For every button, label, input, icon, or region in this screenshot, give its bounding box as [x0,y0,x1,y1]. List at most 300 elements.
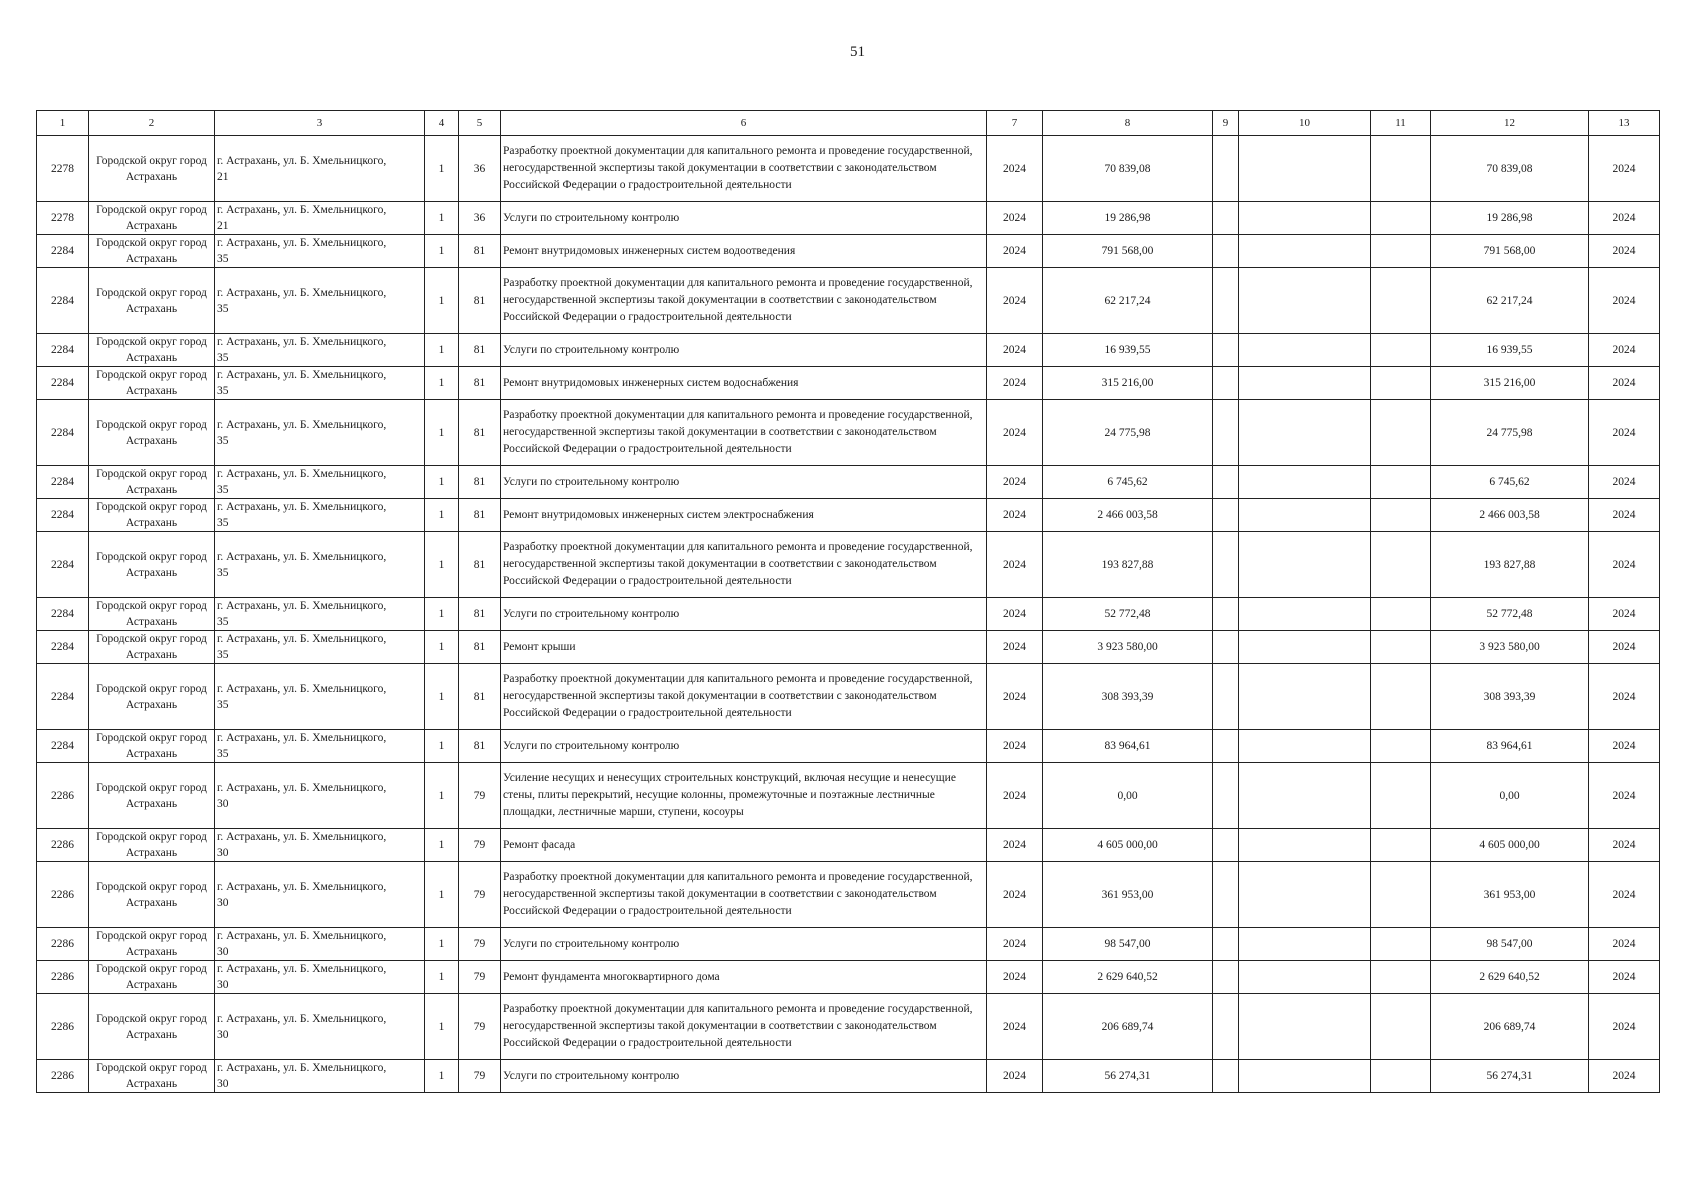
address-cell: г. Астрахань, ул. Б. Хмельницкого, 35 [215,499,425,532]
column-4-cell: 1 [425,367,459,400]
year-cell: 2024 [987,862,1043,928]
address-cell: г. Астрахань, ул. Б. Хмельницкого, 30 [215,1060,425,1093]
work-type-cell: Ремонт внутридомовых инженерных систем водоотведения [501,235,987,268]
column-11-cell [1371,994,1431,1060]
municipality-cell: Городской округ город Астрахань [89,994,215,1060]
work-type-cell: Услуги по строительному контролю [501,1060,987,1093]
table-row [37,400,1660,466]
address-cell: г. Астрахань, ул. Б. Хмельницкого, 30 [215,928,425,961]
column-11-cell [1371,598,1431,631]
completion-year-cell: 2024 [1589,268,1660,334]
address-cell: г. Астрахань, ул. Б. Хмельницкого, 35 [215,598,425,631]
column-10-cell [1239,400,1371,466]
column-header: 11 [1371,111,1431,136]
column-10-cell [1239,928,1371,961]
table-row [37,367,1660,400]
column-header: 12 [1431,111,1589,136]
year-cell: 2024 [987,466,1043,499]
column-4-cell: 1 [425,862,459,928]
table-row [37,598,1660,631]
column-header: 9 [1213,111,1239,136]
municipality-cell: Городской округ город Астрахань [89,928,215,961]
cost-cell: 62 217,24 [1043,268,1213,334]
table-row [37,499,1660,532]
column-10-cell [1239,268,1371,334]
total-cost-cell: 791 568,00 [1431,235,1589,268]
column-4-cell: 1 [425,961,459,994]
work-type-cell: Услуги по строительному контролю [501,202,987,235]
column-5-cell: 79 [459,1060,501,1093]
column-header: 4 [425,111,459,136]
row-number-cell: 2278 [37,202,89,235]
column-5-cell: 81 [459,598,501,631]
row-number-cell: 2286 [37,994,89,1060]
completion-year-cell: 2024 [1589,400,1660,466]
row-number-cell: 2284 [37,664,89,730]
cost-cell: 70 839,08 [1043,136,1213,202]
column-4-cell: 1 [425,499,459,532]
row-number-cell: 2286 [37,829,89,862]
work-type-cell: Ремонт внутридомовых инженерных систем электроснабжения [501,499,987,532]
work-type-cell: Ремонт внутридомовых инженерных систем водоснабжения [501,367,987,400]
work-type-cell: Разработку проектной документации для капитального ремонта и проведение государственной, негосударственной экспертизы такой документации в соответствии с законодательством Российской Федерации о градостроительной деятельности [501,268,987,334]
column-5-cell: 36 [459,136,501,202]
municipality-cell: Городской округ город Астрахань [89,334,215,367]
address-cell: г. Астрахань, ул. Б. Хмельницкого, 35 [215,367,425,400]
work-type-cell: Ремонт фундамента многоквартирного дома [501,961,987,994]
column-9-cell [1213,664,1239,730]
column-11-cell [1371,664,1431,730]
column-11-cell [1371,730,1431,763]
year-cell: 2024 [987,136,1043,202]
row-number-cell: 2286 [37,862,89,928]
cost-cell: 206 689,74 [1043,994,1213,1060]
column-11-cell [1371,268,1431,334]
total-cost-cell: 52 772,48 [1431,598,1589,631]
completion-year-cell: 2024 [1589,202,1660,235]
table-row [37,268,1660,334]
completion-year-cell: 2024 [1589,466,1660,499]
address-cell: г. Астрахань, ул. Б. Хмельницкого, 30 [215,961,425,994]
year-cell: 2024 [987,994,1043,1060]
column-header: 7 [987,111,1043,136]
table-row [37,235,1660,268]
column-4-cell: 1 [425,763,459,829]
cost-cell: 19 286,98 [1043,202,1213,235]
column-4-cell: 1 [425,235,459,268]
row-number-cell: 2284 [37,598,89,631]
column-9-cell [1213,598,1239,631]
cost-cell: 83 964,61 [1043,730,1213,763]
completion-year-cell: 2024 [1589,730,1660,763]
work-type-cell: Разработку проектной документации для капитального ремонта и проведение государственной, негосударственной экспертизы такой документации в соответствии с законодательством Российской Федерации о градостроительной деятельности [501,862,987,928]
municipality-cell: Городской округ город Астрахань [89,730,215,763]
completion-year-cell: 2024 [1589,235,1660,268]
row-number-cell: 2284 [37,367,89,400]
completion-year-cell: 2024 [1589,961,1660,994]
column-header: 6 [501,111,987,136]
column-11-cell [1371,499,1431,532]
column-10-cell [1239,631,1371,664]
address-cell: г. Астрахань, ул. Б. Хмельницкого, 35 [215,730,425,763]
completion-year-cell: 2024 [1589,334,1660,367]
year-cell: 2024 [987,928,1043,961]
column-9-cell [1213,829,1239,862]
column-5-cell: 81 [459,631,501,664]
year-cell: 2024 [987,1060,1043,1093]
address-cell: г. Астрахань, ул. Б. Хмельницкого, 21 [215,202,425,235]
total-cost-cell: 361 953,00 [1431,862,1589,928]
address-cell: г. Астрахань, ул. Б. Хмельницкого, 30 [215,763,425,829]
year-cell: 2024 [987,235,1043,268]
column-11-cell [1371,631,1431,664]
address-cell: г. Астрахань, ул. Б. Хмельницкого, 35 [215,664,425,730]
completion-year-cell: 2024 [1589,367,1660,400]
total-cost-cell: 193 827,88 [1431,532,1589,598]
total-cost-cell: 315 216,00 [1431,367,1589,400]
year-cell: 2024 [987,631,1043,664]
column-9-cell [1213,499,1239,532]
table-row [37,631,1660,664]
year-cell: 2024 [987,664,1043,730]
table-row [37,334,1660,367]
year-cell: 2024 [987,730,1043,763]
column-9-cell [1213,400,1239,466]
total-cost-cell: 16 939,55 [1431,334,1589,367]
table-row [37,136,1660,202]
municipality-cell: Городской округ город Астрахань [89,499,215,532]
column-9-cell [1213,235,1239,268]
column-5-cell: 79 [459,994,501,1060]
row-number-cell: 2284 [37,730,89,763]
column-4-cell: 1 [425,598,459,631]
column-4-cell: 1 [425,994,459,1060]
column-5-cell: 81 [459,532,501,598]
cost-cell: 24 775,98 [1043,400,1213,466]
column-4-cell: 1 [425,631,459,664]
municipality-cell: Городской округ город Астрахань [89,829,215,862]
row-number-cell: 2284 [37,400,89,466]
cost-cell: 0,00 [1043,763,1213,829]
column-header: 3 [215,111,425,136]
total-cost-cell: 4 605 000,00 [1431,829,1589,862]
row-number-cell: 2286 [37,1060,89,1093]
municipality-cell: Городской округ город Астрахань [89,532,215,598]
column-10-cell [1239,862,1371,928]
column-5-cell: 79 [459,961,501,994]
completion-year-cell: 2024 [1589,664,1660,730]
table-row [37,466,1660,499]
row-number-cell: 2284 [37,268,89,334]
cost-cell: 791 568,00 [1043,235,1213,268]
column-header: 5 [459,111,501,136]
column-4-cell: 1 [425,334,459,367]
year-cell: 2024 [987,961,1043,994]
address-cell: г. Астрахань, ул. Б. Хмельницкого, 35 [215,631,425,664]
page-number: 51 [850,44,865,60]
work-type-cell: Услуги по строительному контролю [501,334,987,367]
column-5-cell: 81 [459,334,501,367]
table-row [37,730,1660,763]
column-header: 2 [89,111,215,136]
table-row [37,961,1660,994]
address-cell: г. Астрахань, ул. Б. Хмельницкого, 30 [215,829,425,862]
column-4-cell: 1 [425,829,459,862]
column-11-cell [1371,202,1431,235]
column-10-cell [1239,829,1371,862]
cost-cell: 361 953,00 [1043,862,1213,928]
column-9-cell [1213,763,1239,829]
total-cost-cell: 2 629 640,52 [1431,961,1589,994]
work-type-cell: Услуги по строительному контролю [501,928,987,961]
municipality-cell: Городской округ город Астрахань [89,400,215,466]
completion-year-cell: 2024 [1589,994,1660,1060]
column-5-cell: 79 [459,862,501,928]
year-cell: 2024 [987,532,1043,598]
column-10-cell [1239,730,1371,763]
municipality-cell: Городской округ город Астрахань [89,862,215,928]
column-11-cell [1371,928,1431,961]
work-type-cell: Разработку проектной документации для капитального ремонта и проведение государственной, негосударственной экспертизы такой документации в соответствии с законодательством Российской Федерации о градостроительной деятельности [501,400,987,466]
municipality-cell: Городской округ город Астрахань [89,631,215,664]
column-5-cell: 81 [459,400,501,466]
column-9-cell [1213,961,1239,994]
column-9-cell [1213,268,1239,334]
column-4-cell: 1 [425,928,459,961]
column-10-cell [1239,664,1371,730]
column-11-cell [1371,763,1431,829]
address-cell: г. Астрахань, ул. Б. Хмельницкого, 21 [215,136,425,202]
work-type-cell: Услуги по строительному контролю [501,598,987,631]
completion-year-cell: 2024 [1589,136,1660,202]
column-10-cell [1239,763,1371,829]
works-register-table [36,110,1660,1093]
cost-cell: 56 274,31 [1043,1060,1213,1093]
total-cost-cell: 206 689,74 [1431,994,1589,1060]
column-11-cell [1371,235,1431,268]
column-9-cell [1213,466,1239,499]
column-header: 10 [1239,111,1371,136]
table-row [37,829,1660,862]
column-4-cell: 1 [425,664,459,730]
municipality-cell: Городской округ город Астрахань [89,202,215,235]
cost-cell: 16 939,55 [1043,334,1213,367]
column-11-cell [1371,961,1431,994]
completion-year-cell: 2024 [1589,829,1660,862]
table-row [37,928,1660,961]
total-cost-cell: 98 547,00 [1431,928,1589,961]
column-4-cell: 1 [425,202,459,235]
cost-cell: 315 216,00 [1043,367,1213,400]
total-cost-cell: 3 923 580,00 [1431,631,1589,664]
column-5-cell: 36 [459,202,501,235]
column-10-cell [1239,466,1371,499]
column-4-cell: 1 [425,268,459,334]
row-number-cell: 2284 [37,631,89,664]
column-4-cell: 1 [425,1060,459,1093]
column-11-cell [1371,334,1431,367]
column-header: 13 [1589,111,1660,136]
cost-cell: 4 605 000,00 [1043,829,1213,862]
work-type-cell: Ремонт фасада [501,829,987,862]
year-cell: 2024 [987,598,1043,631]
total-cost-cell: 2 466 003,58 [1431,499,1589,532]
row-number-cell: 2278 [37,136,89,202]
column-11-cell [1371,829,1431,862]
work-type-cell: Усиление несущих и ненесущих строительных конструкций, включая несущие и ненесущие стены, плиты перекрытий, несущие колонны, промежуточные и поэтажные лестничные площадки, лестничные марши, ступени, косоуры [501,763,987,829]
cost-cell: 308 393,39 [1043,664,1213,730]
column-11-cell [1371,136,1431,202]
column-11-cell [1371,400,1431,466]
column-11-cell [1371,466,1431,499]
total-cost-cell: 19 286,98 [1431,202,1589,235]
municipality-cell: Городской округ город Астрахань [89,466,215,499]
completion-year-cell: 2024 [1589,499,1660,532]
column-10-cell [1239,1060,1371,1093]
completion-year-cell: 2024 [1589,1060,1660,1093]
column-9-cell [1213,994,1239,1060]
column-5-cell: 81 [459,664,501,730]
municipality-cell: Городской округ город Астрахань [89,961,215,994]
address-cell: г. Астрахань, ул. Б. Хмельницкого, 35 [215,235,425,268]
year-cell: 2024 [987,400,1043,466]
column-9-cell [1213,202,1239,235]
year-cell: 2024 [987,763,1043,829]
year-cell: 2024 [987,829,1043,862]
year-cell: 2024 [987,268,1043,334]
column-11-cell [1371,1060,1431,1093]
address-cell: г. Астрахань, ул. Б. Хмельницкого, 35 [215,334,425,367]
column-header: 8 [1043,111,1213,136]
completion-year-cell: 2024 [1589,928,1660,961]
table-row [37,202,1660,235]
cost-cell: 6 745,62 [1043,466,1213,499]
column-11-cell [1371,862,1431,928]
column-10-cell [1239,235,1371,268]
column-10-cell [1239,499,1371,532]
municipality-cell: Городской округ город Астрахань [89,664,215,730]
column-9-cell [1213,928,1239,961]
column-5-cell: 81 [459,367,501,400]
work-type-cell: Ремонт крыши [501,631,987,664]
column-9-cell [1213,334,1239,367]
column-10-cell [1239,334,1371,367]
row-number-cell: 2284 [37,235,89,268]
table-row [37,664,1660,730]
municipality-cell: Городской округ город Астрахань [89,235,215,268]
column-5-cell: 79 [459,763,501,829]
work-type-cell: Разработку проектной документации для капитального ремонта и проведение государственной, негосударственной экспертизы такой документации в соответствии с законодательством Российской Федерации о градостроительной деятельности [501,532,987,598]
column-5-cell: 79 [459,928,501,961]
municipality-cell: Городской округ город Астрахань [89,268,215,334]
address-cell: г. Астрахань, ул. Б. Хмельницкого, 35 [215,268,425,334]
column-9-cell [1213,532,1239,598]
column-4-cell: 1 [425,400,459,466]
work-type-cell: Разработку проектной документации для капитального ремонта и проведение государственной, негосударственной экспертизы такой документации в соответствии с законодательством Российской Федерации о градостроительной деятельности [501,136,987,202]
year-cell: 2024 [987,202,1043,235]
cost-cell: 98 547,00 [1043,928,1213,961]
column-11-cell [1371,532,1431,598]
cost-cell: 193 827,88 [1043,532,1213,598]
municipality-cell: Городской округ город Астрахань [89,136,215,202]
year-cell: 2024 [987,334,1043,367]
row-number-cell: 2286 [37,961,89,994]
address-cell: г. Астрахань, ул. Б. Хмельницкого, 30 [215,994,425,1060]
row-number-cell: 2284 [37,466,89,499]
work-type-cell: Услуги по строительному контролю [501,466,987,499]
column-10-cell [1239,367,1371,400]
table-row [37,763,1660,829]
column-10-cell [1239,598,1371,631]
year-cell: 2024 [987,367,1043,400]
total-cost-cell: 0,00 [1431,763,1589,829]
completion-year-cell: 2024 [1589,598,1660,631]
column-5-cell: 81 [459,466,501,499]
address-cell: г. Астрахань, ул. Б. Хмельницкого, 35 [215,532,425,598]
column-5-cell: 81 [459,499,501,532]
row-number-cell: 2286 [37,928,89,961]
total-cost-cell: 308 393,39 [1431,664,1589,730]
column-number-row [37,111,1660,136]
completion-year-cell: 2024 [1589,631,1660,664]
completion-year-cell: 2024 [1589,763,1660,829]
total-cost-cell: 24 775,98 [1431,400,1589,466]
work-type-cell: Услуги по строительному контролю [501,730,987,763]
column-10-cell [1239,202,1371,235]
column-4-cell: 1 [425,466,459,499]
row-number-cell: 2286 [37,763,89,829]
column-4-cell: 1 [425,532,459,598]
address-cell: г. Астрахань, ул. Б. Хмельницкого, 35 [215,466,425,499]
column-5-cell: 81 [459,268,501,334]
column-10-cell [1239,961,1371,994]
address-cell: г. Астрахань, ул. Б. Хмельницкого, 30 [215,862,425,928]
municipality-cell: Городской округ город Астрахань [89,598,215,631]
completion-year-cell: 2024 [1589,862,1660,928]
column-10-cell [1239,994,1371,1060]
row-number-cell: 2284 [37,499,89,532]
total-cost-cell: 83 964,61 [1431,730,1589,763]
column-9-cell [1213,862,1239,928]
column-5-cell: 79 [459,829,501,862]
column-9-cell [1213,136,1239,202]
municipality-cell: Городской округ город Астрахань [89,367,215,400]
cost-cell: 2 466 003,58 [1043,499,1213,532]
year-cell: 2024 [987,499,1043,532]
column-5-cell: 81 [459,235,501,268]
column-11-cell [1371,367,1431,400]
work-type-cell: Разработку проектной документации для капитального ремонта и проведение государственной, негосударственной экспертизы такой документации в соответствии с законодательством Российской Федерации о градостроительной деятельности [501,664,987,730]
column-9-cell [1213,1060,1239,1093]
cost-cell: 3 923 580,00 [1043,631,1213,664]
column-9-cell [1213,367,1239,400]
total-cost-cell: 6 745,62 [1431,466,1589,499]
row-number-cell: 2284 [37,532,89,598]
total-cost-cell: 62 217,24 [1431,268,1589,334]
total-cost-cell: 70 839,08 [1431,136,1589,202]
column-10-cell [1239,136,1371,202]
column-9-cell [1213,631,1239,664]
municipality-cell: Городской округ город Астрахань [89,763,215,829]
row-number-cell: 2284 [37,334,89,367]
cost-cell: 52 772,48 [1043,598,1213,631]
total-cost-cell: 56 274,31 [1431,1060,1589,1093]
column-10-cell [1239,532,1371,598]
column-5-cell: 81 [459,730,501,763]
table-body [37,111,1660,1093]
table-row [37,862,1660,928]
work-type-cell: Разработку проектной документации для капитального ремонта и проведение государственной, негосударственной экспертизы такой документации в соответствии с законодательством Российской Федерации о градостроительной деятельности [501,994,987,1060]
